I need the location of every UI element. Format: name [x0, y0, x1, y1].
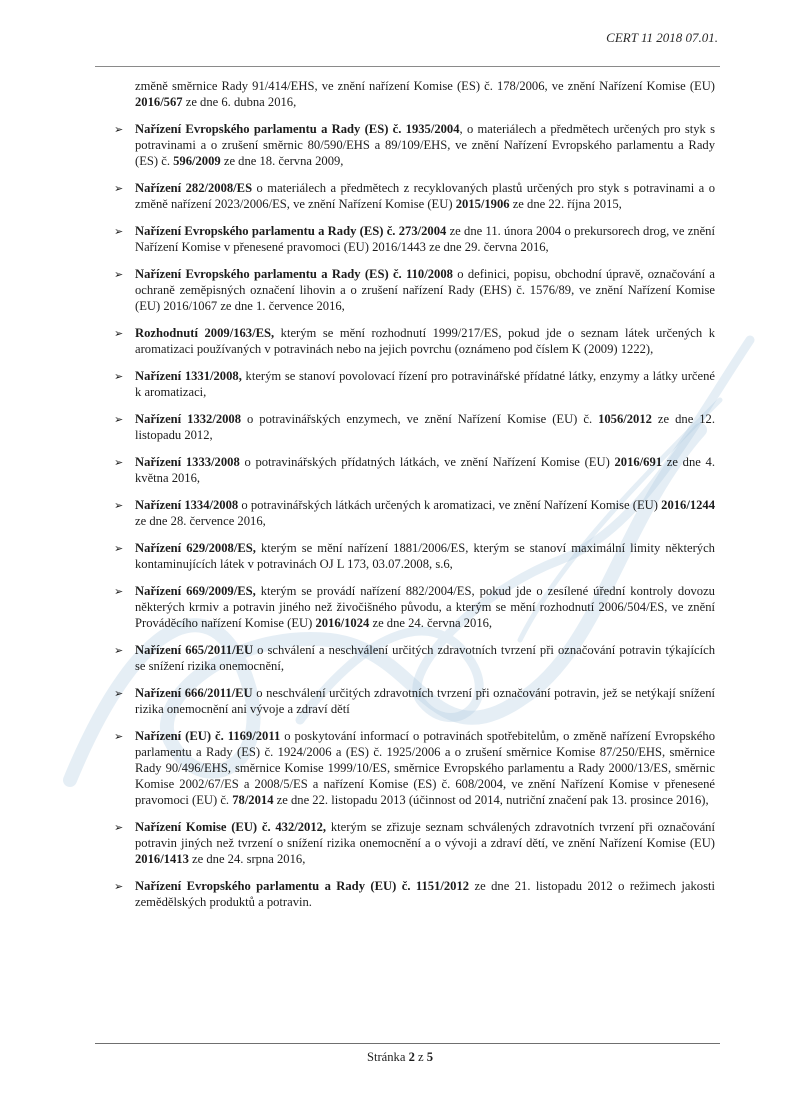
item-text: Rozhodnutí 2009/163/ES, kterým se mění rozhodnutí 1999/217/ES, pokud jde o seznam látek určených k aromatizaci používaných v potravinách nebo na jejich povrchu (oznámeno pod číslem K (2009) 1222), [135, 326, 715, 356]
arrow-bullet-icon: ➢ [114, 687, 124, 700]
list-item [114, 642, 715, 674]
arrow-bullet-icon: ➢ [114, 225, 124, 238]
list-item [114, 121, 715, 169]
page-number: Stránka 2 z 5 [366, 1050, 434, 1064]
item-text: Nařízení 1334/2008 o potravinářských látkách určených k aromatizaci, ve znění Nařízení Komise (EU) 2016/1244 ze dne 28. července 2016, [135, 498, 716, 528]
list-item [114, 411, 716, 443]
item-text: Nařízení Evropského parlamentu a Rady (ES) č. 1935/2004, o materiálech a předmětech určených pro styk s potravinami a o zrušení směrnic 80/590/EHS a 89/109/EHS, ve znění Nařízení Evropského parlamentu a Rady (ES) č. 596/2009 ze dne 18. června 2009, [135, 122, 715, 168]
arrow-bullet-icon: ➢ [114, 123, 124, 136]
item-text: Nařízení Evropského parlamentu a Rady (EU) č. 1151/2012 ze dne 21. listopadu 2012 o režimech jakosti zemědělských produktů a potravin. [135, 879, 715, 909]
list-item [114, 325, 715, 357]
arrow-bullet-icon: ➢ [114, 730, 124, 743]
list-item [114, 540, 715, 572]
footer-rule [95, 1043, 720, 1044]
list-item [114, 368, 715, 400]
list-item [114, 497, 716, 529]
item-text: Nařízení 1331/2008, kterým se stanoví povolovací řízení pro potravinářské přídatné látky, enzymy a látky určené k aromatizaci, [135, 369, 715, 399]
arrow-bullet-icon: ➢ [114, 880, 124, 893]
arrow-bullet-icon: ➢ [114, 268, 124, 281]
list-item [114, 454, 715, 486]
item-text: Nařízení 665/2011/EU o schválení a neschválení určitých zdravotních tvrzení při označování potravin týkajících se snížení rizika onemocnění, [135, 643, 715, 673]
list-item [114, 728, 715, 808]
item-text: Nařízení (EU) č. 1169/2011 o poskytování informací o potravinách spotřebitelům, o změně nařízení Evropského parlamentu a Rady (ES) č. 1924/2006 a (ES) č. 1925/2006 a o zrušení směrnice Komise 87/250/EHS, směrnice Rady 90/496/EHS, směrnice Komise 1999/10/ES, směrnice Evropského parlamentu a Rady 2000/13/ES, směrnic Komise 2002/67/ES a 2008/5/ES a nařízení Komise (ES) č. 608/2004, ve znění Nařízení Komise v přenesené pravomoci (EU) č. 78/2014 ze dne 22. listopadu 2013 (účinnost od 2014, nutriční značení pak 13. prosince 2016), [135, 729, 715, 807]
arrow-bullet-icon: ➢ [114, 499, 124, 512]
document-body [114, 78, 716, 921]
arrow-bullet-icon: ➢ [114, 821, 124, 834]
intro-paragraph: změně směrnice Rady 91/414/EHS, ve znění nařízení Komise (ES) č. 178/2006, ve znění Nařízení Komise (EU) 2016/567 ze dne 6. dubna 2016, [135, 79, 715, 109]
list-item [114, 819, 715, 867]
item-text: Nařízení Evropského parlamentu a Rady (ES) č. 110/2008 o definici, popisu, obchodní úpravě, označování a ochraně zeměpisných označení lihovin a o zrušení nařízení Rady (EHS) č. 1576/89, ve znění Nařízení Komise (EU) 2016/1067 ze dne 1. července 2016, [135, 267, 715, 313]
item-text: Nařízení 666/2011/EU o neschválení určitých zdravotních tvrzení při označování potravin, jež se netýkají snížení rizika onemocnění ani vývoje a zdraví dětí [135, 686, 716, 716]
item-text: Nařízení 1332/2008 o potravinářských enzymech, ve znění Nařízení Komise (EU) č. 1056/2012 ze dne 12. listopadu 2012, [135, 412, 716, 442]
item-text: Nařízení 1333/2008 o potravinářských přídatných látkách, ve znění Nařízení Komise (EU) 2016/691 ze dne 4. května 2016, [135, 455, 715, 485]
item-text: Nařízení 669/2009/ES, kterým se provádí nařízení 882/2004/ES, pokud jde o zesílené úřední kontroly dovozu některých krmiv a potravin jiného než živočišného původu, a kterým se mění rozhodnutí 2006/504/ES, ve znění Prováděcího nařízení Komise (EU) 2016/1024 ze dne 24. června 2016, [135, 584, 715, 630]
item-text: Nařízení Evropského parlamentu a Rady (ES) č. 273/2004 ze dne 11. února 2004 o prekursorech drog, ve znění Nařízení Komise v přenesené pravomoci (EU) 2016/1443 ze dne 29. června 2016, [135, 224, 715, 254]
list-item [114, 685, 716, 717]
list-item [114, 180, 716, 212]
list-item [114, 583, 715, 631]
item-text: Nařízení 282/2008/ES o materiálech a předmětech z recyklovaných plastů určených pro styk s potravinami a o změně nařízení 2023/2006/ES, ve znění Nařízení Komise (EU) 2015/1906 ze dne 22. října 2015, [135, 181, 716, 211]
list-item [114, 878, 715, 910]
arrow-bullet-icon: ➢ [114, 182, 124, 195]
arrow-bullet-icon: ➢ [114, 456, 124, 469]
item-text: Nařízení 629/2008/ES, kterým se mění nařízení 1881/2006/ES, kterým se stanoví maximální limity některých kontaminujících látek v potravinách OJ L 173, 03.07.2008, s.6, [135, 541, 715, 571]
arrow-bullet-icon: ➢ [114, 370, 124, 383]
item-text: Nařízení Komise (EU) č. 432/2012, kterým se zřizuje seznam schválených zdravotních tvrzení při označování potravin jiných než tvrzení o snížení rizika onemocnění a o vývoji a zdraví dětí, ve znění Nařízení Komise (EU) 2016/1413 ze dne 24. srpna 2016, [135, 820, 715, 866]
arrow-bullet-icon: ➢ [114, 644, 124, 657]
document-code: CERT 11 2018 07.01. [606, 30, 718, 45]
arrow-bullet-icon: ➢ [114, 413, 124, 426]
arrow-bullet-icon: ➢ [114, 327, 124, 340]
header-rule [95, 66, 720, 67]
list-item [114, 266, 715, 314]
arrow-bullet-icon: ➢ [114, 585, 124, 598]
regulation-list [114, 121, 716, 910]
arrow-bullet-icon: ➢ [114, 542, 124, 555]
list-item [114, 223, 715, 255]
